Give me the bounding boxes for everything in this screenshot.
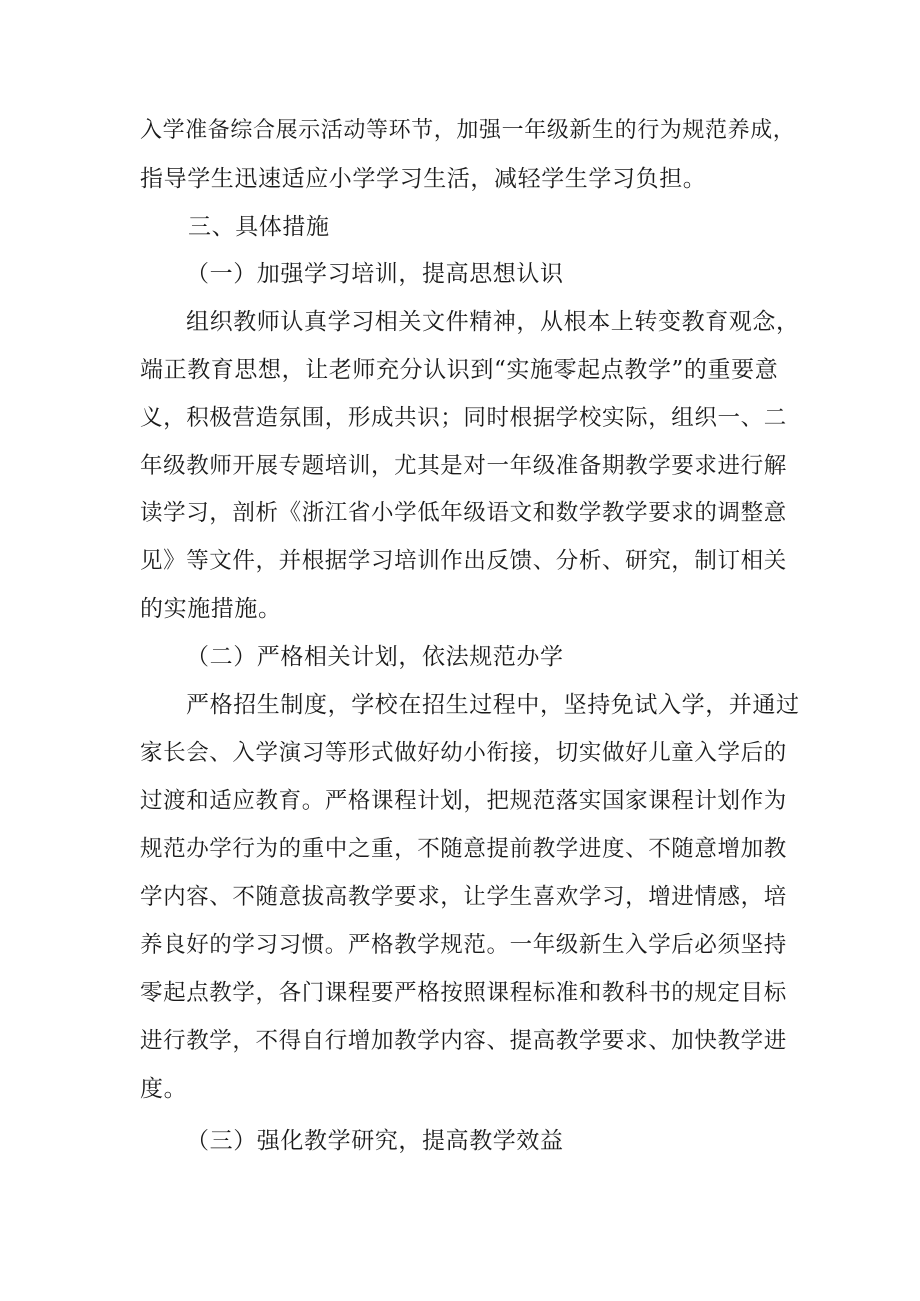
paragraph-first-line: 组织教师认真学习相关文件精神，从根本上转变教育观念， [186,309,800,335]
section-heading: 三、具体措施 [188,214,330,240]
body-text-line: 度。 [140,1076,188,1102]
body-text-line: 学内容、不随意拔高教学要求，让学生喜欢学习，增进情感，培 [140,884,787,910]
body-text-line: 见》等文件，并根据学习培训作出反馈、分析、研究，制订相关 [140,548,787,574]
body-text-line: 义，积极营造氛围，形成共识；同时根据学校实际，组织一、二 [140,405,787,431]
body-text-line: 入学准备综合展示活动等环节，加强一年级新生的行为规范养成， [140,118,796,143]
body-text-line: 年级教师开展专题培训，尤其是对一年级准备期教学要求进行解 [140,453,787,479]
body-text-line: 指导学生迅速适应小学学习生活，减轻学生学习负担。 [140,166,707,192]
body-text-line: 家长会、入学演习等形式做好幼小衔接，切实做好儿童入学后的 [140,740,787,766]
subsection-heading: （二）严格相关计划，依法规范办学 [186,644,564,670]
body-text-line: 读学习，剖析《浙江省小学低年级语文和数学教学要求的调整意 [140,500,787,526]
body-text-line: 端正教育思想，让老师充分认识到“实施零起点教学”的重要意 [140,357,779,383]
body-text-line: 规范办学行为的重中之重，不随意提前教学进度、不随意增加教 [140,836,787,862]
body-text-line: 养良好的学习习惯。严格教学规范。一年级新生入学后必须坚持 [140,932,787,958]
paragraph-first-line: 严格招生制度，学校在招生过程中，坚持免试入学，并通过 [186,692,800,718]
subsection-heading: （三）强化教学研究，提高教学效益 [186,1128,564,1154]
body-text-line: 的实施措施。 [140,596,282,622]
body-text-line: 进行教学，不得自行增加教学内容、提高教学要求、加快教学进 [140,1028,787,1054]
body-text-line: 过渡和适应教育。严格课程计划，把规范落实国家课程计划作为 [140,788,787,814]
subsection-heading: （一）加强学习培训，提高思想认识 [186,261,564,287]
body-text-line: 零起点教学，各门课程要严格按照课程标准和教科书的规定目标 [140,980,787,1006]
